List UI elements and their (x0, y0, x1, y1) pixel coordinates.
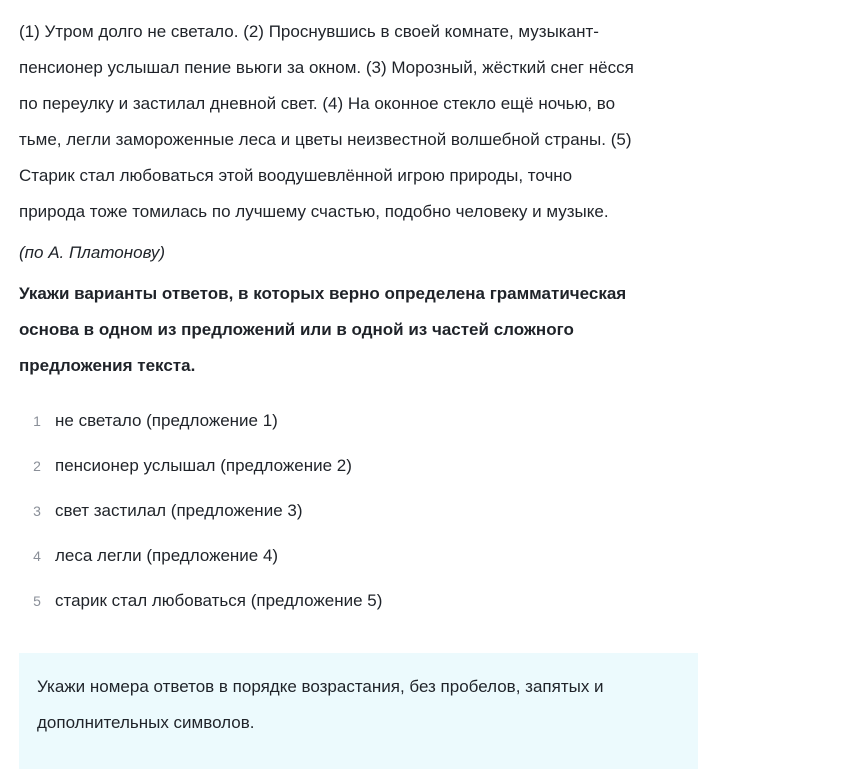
answer-number: 1 (33, 412, 41, 429)
question-line: предложения текста. (19, 356, 196, 375)
answer-text: свет застилал (предложение 3) (55, 500, 303, 520)
passage-line: по переулку и застилал дневной свет. (4) На оконное стекло ещё ночью, во (19, 94, 616, 113)
answer-option-5[interactable] (19, 578, 709, 623)
task-content (19, 14, 709, 623)
answer-number: 4 (33, 547, 41, 564)
question-text (19, 276, 659, 384)
answer-option-2[interactable] (19, 443, 709, 488)
passage-line: пенсионер услышал пение вьюги за окном. (3) Морозный, жёсткий снег нёсся (19, 58, 634, 77)
passage-line: (1) Утром долго не светало. (2) Проснувшись в своей комнате, музыкант- (19, 22, 599, 41)
answer-number: 3 (33, 502, 41, 519)
answer-format-hint (19, 653, 698, 769)
hint-line: дополнительных символов. (37, 713, 255, 732)
question-line: Укажи варианты ответов, в которых верно определена грамматическая (19, 284, 627, 303)
answer-number: 5 (33, 592, 41, 609)
answer-text: не светало (предложение 1) (55, 410, 278, 430)
answer-text: старик стал любоваться (предложение 5) (55, 590, 383, 610)
answer-text: пенсионер услышал (предложение 2) (55, 455, 352, 475)
hint-line: Укажи номера ответов в порядке возрастания, без пробелов, запятых и (37, 677, 604, 696)
passage-line: тьме, легли замороженные леса и цветы неизвестной волшебной страны. (5) (19, 130, 632, 149)
question-line: основа в одном из предложений или в одной из частей сложного (19, 320, 574, 339)
passage-line: природа тоже томилась по лучшему счастью, подобно человеку и музыке. (19, 202, 609, 221)
answer-text: леса легли (предложение 4) (55, 545, 279, 565)
passage-author: (по А. Платонову) (19, 243, 166, 262)
answer-option-4[interactable] (19, 533, 709, 578)
answer-option-3[interactable] (19, 488, 709, 533)
passage-text (19, 14, 709, 230)
answer-option-1[interactable] (19, 398, 709, 443)
answer-number: 2 (33, 457, 41, 474)
passage-line: Старик стал любоваться этой воодушевлённой игрою природы, точно (19, 166, 573, 185)
answer-list (19, 398, 709, 623)
